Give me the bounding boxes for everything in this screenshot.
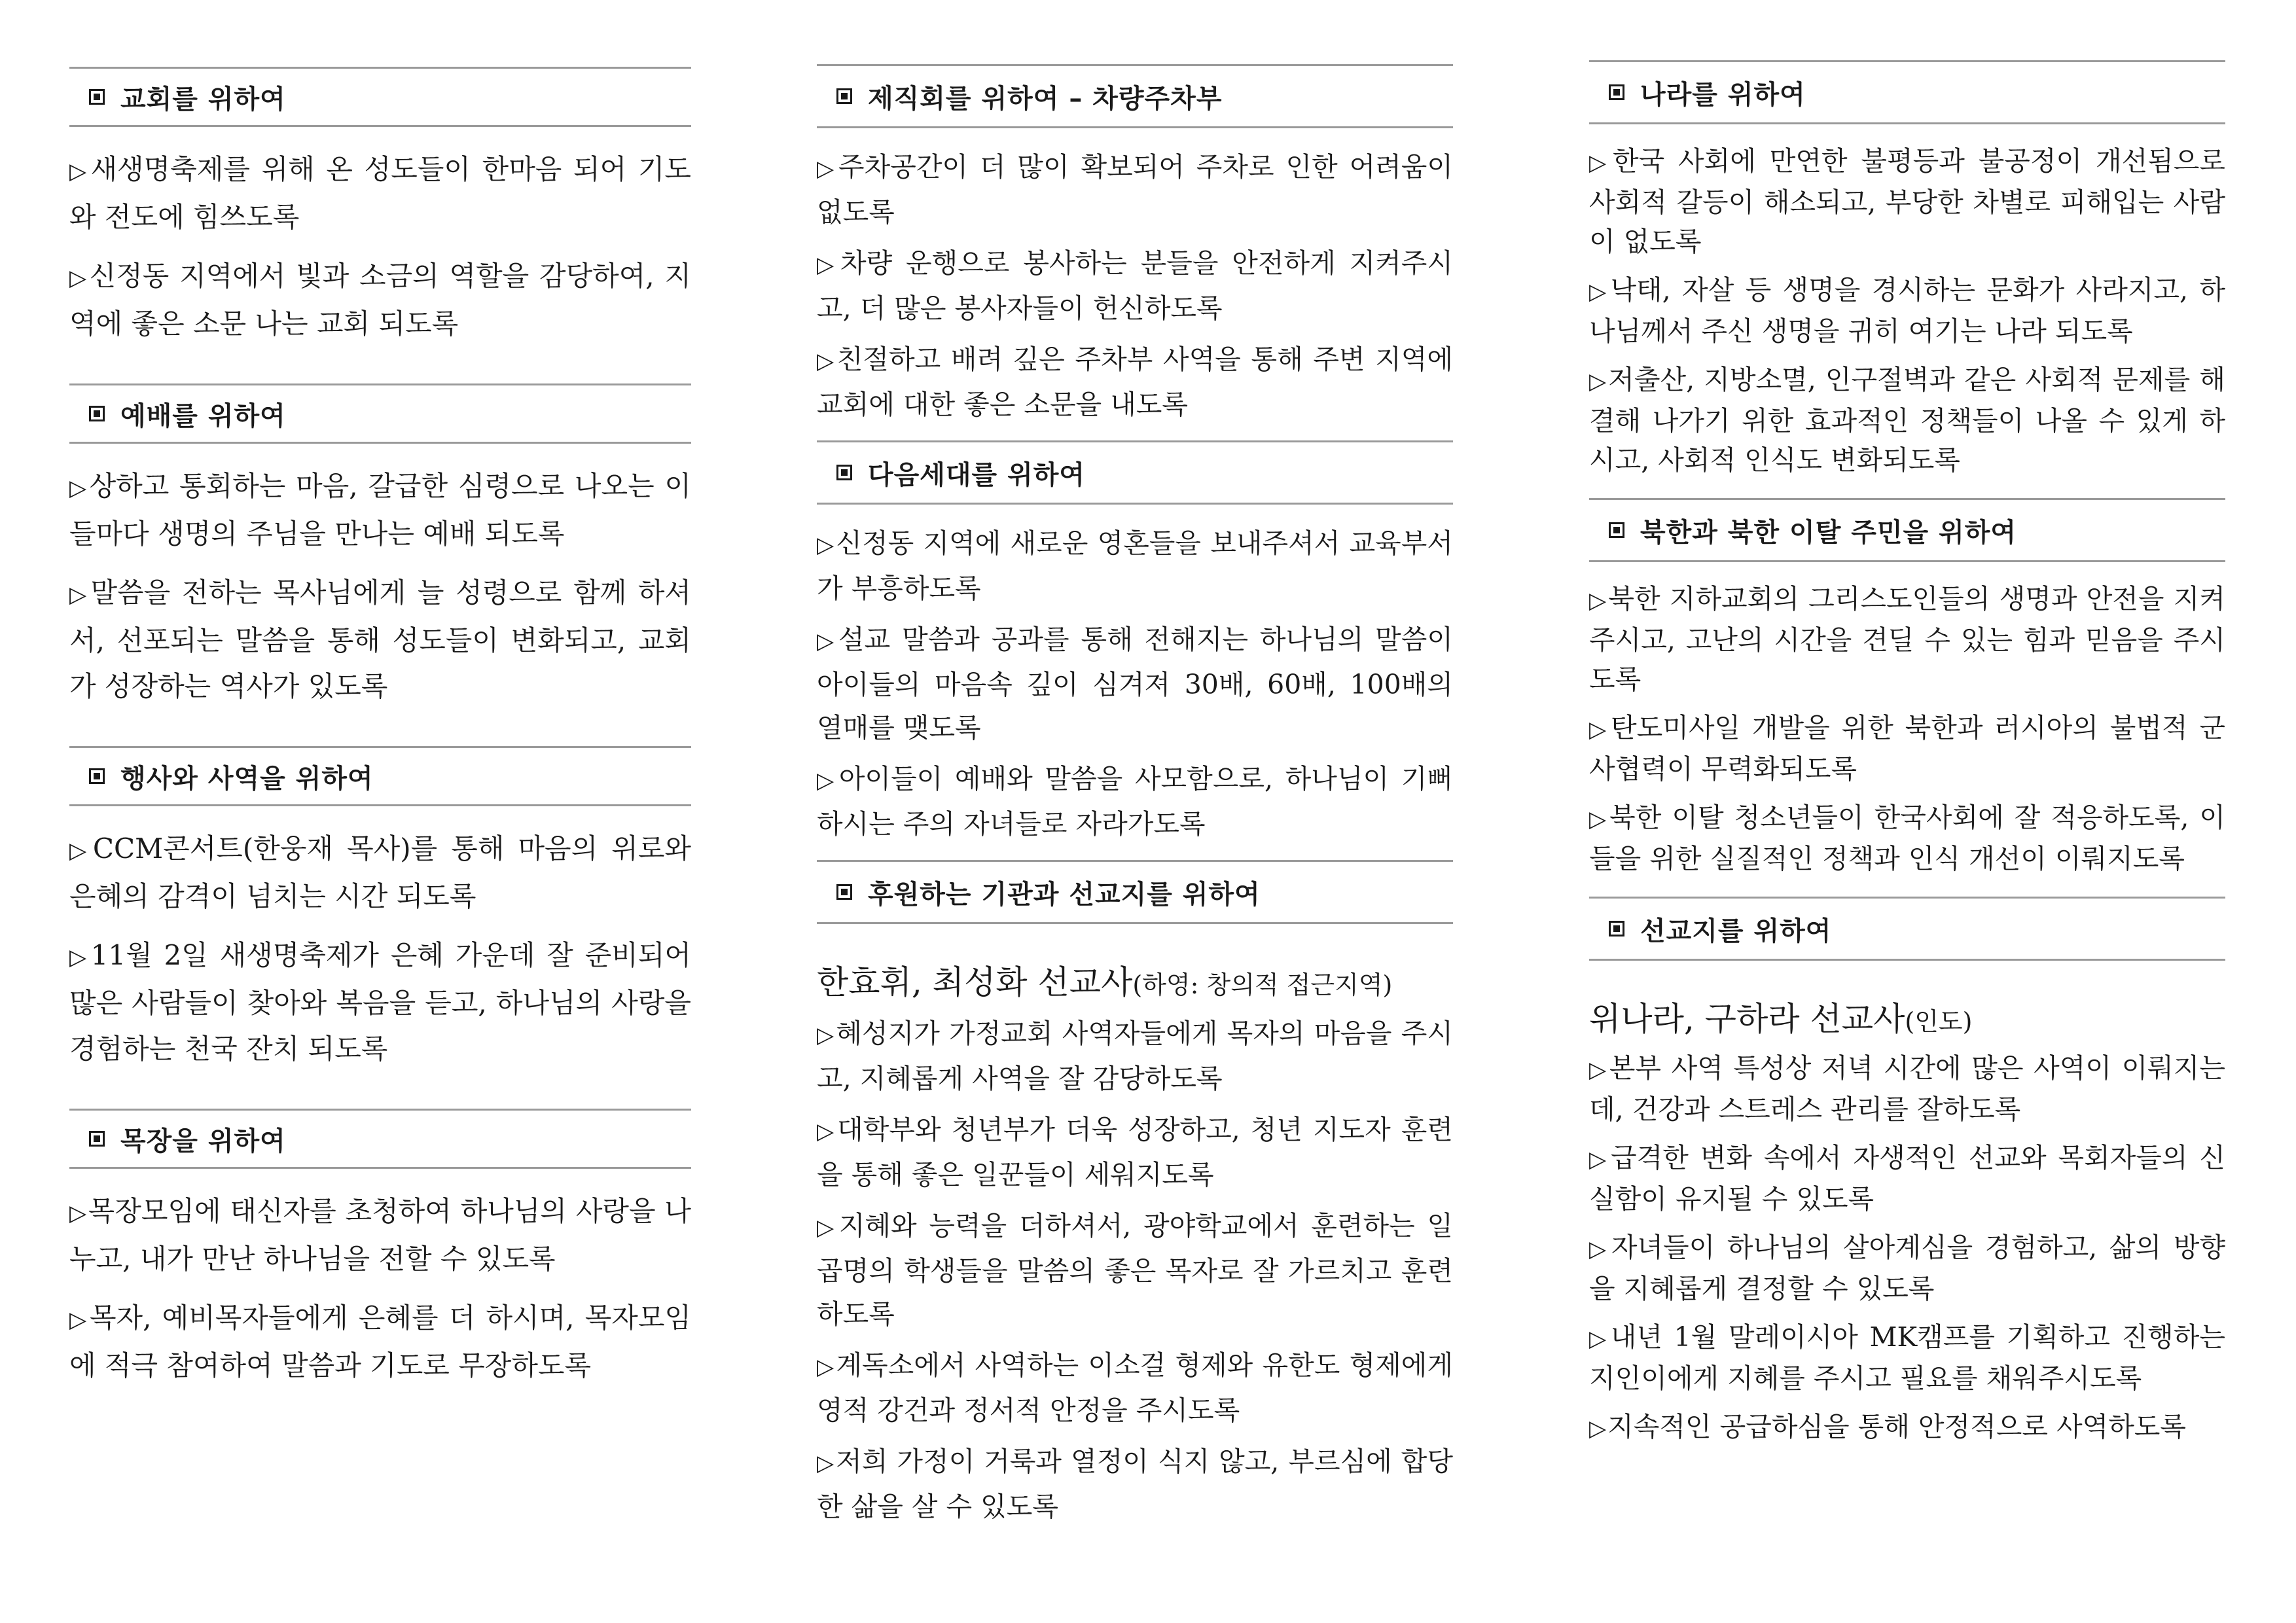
prayer-item [69,1188,691,1282]
triangle-right-icon: ▷ [1589,279,1609,305]
section-items [69,444,691,746]
triangle-right-icon: ▷ [1589,1057,1608,1083]
square-bullet-icon [89,1131,105,1147]
prayer-item-text: 새생명축제를 위해 온 성도들이 한마음 되어 기도와 전도에 힘쓰도록 [69,153,691,233]
prayer-item-text: 11월 2일 새생명축제가 은혜 가운데 잘 준비되어 많은 사람들이 찾아와 복음을 듣고, 하나님의 사랑을 경험하는 천국 잔치 되도록 [69,939,691,1065]
prayer-item-text: 친절하고 배려 깊은 주차부 사역을 통해 주변 지역에 교회에 대한 좋은 소문을 내도록 [817,344,1453,420]
triangle-right-icon: ▷ [1589,1236,1610,1262]
square-bullet-icon [1609,921,1624,936]
section-header [1589,897,2225,961]
triangle-right-icon: ▷ [817,156,837,182]
square-bullet-icon [836,884,852,900]
prayer-item [69,253,691,347]
prayer-item [1589,1138,2225,1219]
triangle-right-icon: ▷ [69,838,92,864]
square-bullet-icon [1609,84,1624,100]
prayer-item [817,1440,1453,1528]
prayer-item [817,241,1453,330]
section-header [817,860,1453,924]
prayer-item [1589,798,2225,878]
section-items [817,924,1453,1543]
section-title: 예배를 위하여 [120,401,286,431]
prayer-section [1589,498,2225,897]
prayer-item [817,338,1453,426]
section-header [1589,60,2225,124]
prayer-item [817,1012,1453,1100]
prayer-section [817,64,1453,440]
prayer-item [69,147,691,240]
square-bullet-icon [89,89,105,105]
section-header [69,746,691,806]
triangle-right-icon: ▷ [69,944,90,971]
prayer-item-text: 차량 운행으로 봉사하는 분들을 안전하게 지켜주시고, 더 많은 봉사자들이 헌신하도록 [817,247,1453,324]
prayer-item [817,618,1453,749]
triangle-right-icon: ▷ [817,1118,836,1145]
triangle-right-icon: ▷ [817,1022,835,1048]
triangle-right-icon: ▷ [1589,368,1607,395]
prayer-section [69,746,691,1109]
prayer-item [69,826,691,919]
prayer-section [817,440,1453,860]
prayer-item-text: 설교 말씀과 공과를 통해 전해지는 하나님의 말씀이 아이들의 마음속 깊이 심겨져 30배, 60배, 100배의 열매를 맺도록 [817,624,1453,743]
section-title: 다음세대를 위하여 [868,459,1086,490]
section-header [69,383,691,444]
prayer-item-text: 계독소에서 사역하는 이소걸 형제와 유한도 형제에게 영적 강건과 정서적 안정을 주시도록 [817,1349,1453,1426]
prayer-section [69,1109,691,1425]
prayer-item [817,1204,1453,1336]
prayer-item-text: 목자, 예비목자들에게 은혜를 더 하시며, 목자모임에 적극 참여하여 말씀과 기도로 무장하도록 [69,1302,691,1382]
prayer-section [69,383,691,746]
triangle-right-icon: ▷ [69,158,90,185]
prayer-item-text: 내년 1월 말레이시아 MK캠프를 기획하고 진행하는 지인이에게 지혜를 주시고 필요를 채워주시도록 [1589,1321,2225,1394]
section-title: 후원하는 기관과 선교지를 위하여 [868,879,1261,910]
triangle-right-icon: ▷ [69,582,90,608]
triangle-right-icon: ▷ [817,532,835,558]
prayer-item-text: 말씀을 전하는 목사님에게 늘 성령으로 함께 하셔서, 선포되는 말씀을 통해 성도들이 변화되고, 교회가 성장하는 역사가 있도록 [69,577,691,702]
section-title: 교회를 위하여 [120,84,286,115]
prayer-item [1589,708,2225,789]
triangle-right-icon: ▷ [1589,806,1609,832]
prayer-section [69,67,691,383]
prayer-item-text: 지혜와 능력을 더하셔서, 광야학교에서 훈련하는 일곱명의 학생들을 말씀의 좋은 목자로 잘 가르치고 훈련하도록 [817,1210,1454,1330]
section-title: 목장을 위하여 [120,1126,286,1156]
triangle-right-icon: ▷ [817,252,839,278]
triangle-right-icon: ▷ [817,628,837,654]
triangle-right-icon: ▷ [69,1307,88,1333]
prayer-item-text: 혜성지가 가정교회 사역자들에게 목자의 마음을 주시고, 지혜롭게 사역을 잘 감당하도록 [817,1018,1453,1094]
missionary-name [1589,996,2225,1044]
prayer-item-text: 북한 이탈 청소년들이 한국사회에 잘 적응하도록, 이들을 위한 실질적인 정책과 인식 개선이 이뤄지도록 [1589,802,2225,874]
prayer-item-text: CCM콘서트(한웅재 목사)를 통해 마음의 위로와 은혜의 감격이 넘치는 시간 되도록 [69,832,691,912]
prayer-item [817,757,1453,846]
triangle-right-icon: ▷ [1589,717,1609,743]
prayer-item-text: 신정동 지역에서 빛과 소금의 역할을 감당하여, 지역에 좋은 소문 나는 교회 되도록 [69,260,691,340]
prayer-item-text: 급격한 변화 속에서 자생적인 선교와 목회자들의 신실함이 유지될 수 있도록 [1589,1142,2225,1215]
prayer-item-text: 저희 가정이 거룩과 열정이 식지 않고, 부르심에 합당한 삶을 살 수 있도록 [817,1446,1453,1522]
prayer-item-text: 목장모임에 태신자를 초청하여 하나님의 사랑을 나누고, 내가 만난 하나님을 전할 수 있도록 [69,1195,691,1275]
prayer-item-text: 탄도미사일 개발을 위한 북한과 러시아의 불법적 군사협력이 무력화되도록 [1589,712,2225,785]
prayer-item [817,1108,1453,1196]
section-items [817,128,1453,440]
prayer-item-text: 주차공간이 더 많이 확보되어 주차로 인한 어려움이 없도록 [817,151,1453,228]
prayer-section [1589,60,2225,498]
prayer-item [817,1344,1453,1432]
section-items [69,1169,691,1425]
prayer-item [69,1295,691,1389]
triangle-right-icon: ▷ [1589,150,1611,176]
prayer-item-text: 저출산, 지방소멸, 인구절벽과 같은 사회적 문제를 해결해 나가기 위한 효과적인 정책들이 나올 수 있게 하시고, 사회적 인식도 변화되도록 [1589,364,2225,476]
prayer-item [69,570,691,709]
triangle-right-icon: ▷ [1589,1416,1607,1442]
section-header [817,64,1453,128]
missionary-region: (하영: 창의적 접근지역) [1132,971,1393,999]
prayer-item-text: 본부 사역 특성상 저녁 시간에 많은 사역이 이뤄지는데, 건강과 스트레스 관리를 잘하도록 [1589,1052,2225,1125]
triangle-right-icon: ▷ [817,1450,835,1476]
prayer-item-text: 지속적인 공급하심을 통해 안정적으로 사역하도록 [1607,1411,2187,1442]
column-middle [817,64,1453,1543]
prayer-item-text: 아이들이 예배와 말씀을 사모함으로, 하나님이 기뻐하시는 주의 자녀들로 자라가도록 [817,763,1454,840]
section-title: 선교지를 위하여 [1640,916,1832,946]
prayer-item [1589,1228,2225,1308]
missionary-region: (인도) [1905,1007,1973,1036]
section-items [69,806,691,1109]
section-title: 제직회를 위하여 – 차량주차부 [868,83,1223,114]
column-right [1589,60,2225,1467]
section-items [1589,961,2225,1467]
triangle-right-icon: ▷ [1589,1147,1609,1173]
triangle-right-icon: ▷ [817,1215,838,1241]
prayer-item-text: 낙태, 자살 등 생명을 경시하는 문화가 사라지고, 하나님께서 주신 생명을 귀히 여기는 나라 되도록 [1589,274,2225,347]
prayer-item-text: 대학부와 청년부가 더욱 성장하고, 청년 지도자 훈련을 통해 좋은 일꾼들이 세워지도록 [817,1114,1453,1190]
prayer-item-text: 상하고 통회하는 마음, 갈급한 심령으로 나오는 이들마다 생명의 주님을 만나는 예배 되도록 [69,470,691,550]
prayer-item [1589,579,2225,699]
prayer-item [1589,270,2225,351]
prayer-item [1589,360,2225,480]
prayer-item [1589,1317,2225,1398]
triangle-right-icon: ▷ [817,1354,835,1380]
prayer-section [1589,897,2225,1467]
section-header [1589,498,2225,562]
prayer-item-text: 한국 사회에 만연한 불평등과 불공정이 개선됨으로 사회적 갈등이 해소되고, 부당한 차별로 피해입는 사람이 없도록 [1589,145,2225,257]
missionary-name-text: 한효휘, 최성화 선교사 [817,963,1133,1001]
column-left [69,67,691,1425]
prayer-section [817,860,1453,1543]
triangle-right-icon: ▷ [69,265,88,291]
section-title: 북한과 북한 이탈 주민을 위하여 [1640,517,2017,548]
section-title: 나라를 위하여 [1640,79,1806,110]
square-bullet-icon [89,406,105,421]
missionary-name [817,959,1453,1008]
triangle-right-icon: ▷ [69,475,88,501]
section-header [817,440,1453,505]
prayer-item-text: 신정동 지역에 새로운 영혼들을 보내주셔서 교육부서가 부흥하도록 [817,527,1453,604]
section-items [817,505,1453,860]
triangle-right-icon: ▷ [69,1200,87,1226]
section-header [69,1109,691,1169]
square-bullet-icon [89,768,105,784]
prayer-item-text: 자녀들이 하나님의 살아계심을 경험하고, 삶의 방향을 지혜롭게 결정할 수 있도록 [1589,1232,2226,1304]
prayer-item [69,463,691,557]
prayer-item [1589,1048,2225,1129]
square-bullet-icon [836,465,852,480]
square-bullet-icon [836,88,852,104]
prayer-item [1589,141,2225,261]
section-header [69,67,691,127]
section-items [1589,562,2225,897]
triangle-right-icon: ▷ [1589,588,1607,614]
section-items [1589,124,2225,498]
prayer-item [69,933,691,1072]
prayer-item-text: 북한 지하교회의 그리스도인들의 생명과 안전을 지켜주시고, 고난의 시간을 견딜 수 있는 힘과 믿음을 주시도록 [1589,583,2225,695]
missionary-name-text: 위나라, 구하라 선교사 [1589,1000,1905,1038]
prayer-item [1589,1407,2225,1448]
prayer-item [817,145,1453,234]
triangle-right-icon: ▷ [817,768,838,794]
triangle-right-icon: ▷ [817,348,836,374]
square-bullet-icon [1609,522,1624,538]
triangle-right-icon: ▷ [1589,1326,1609,1352]
section-title: 행사와 사역을 위하여 [120,763,374,794]
section-items [69,127,691,383]
prayer-item [817,522,1453,610]
